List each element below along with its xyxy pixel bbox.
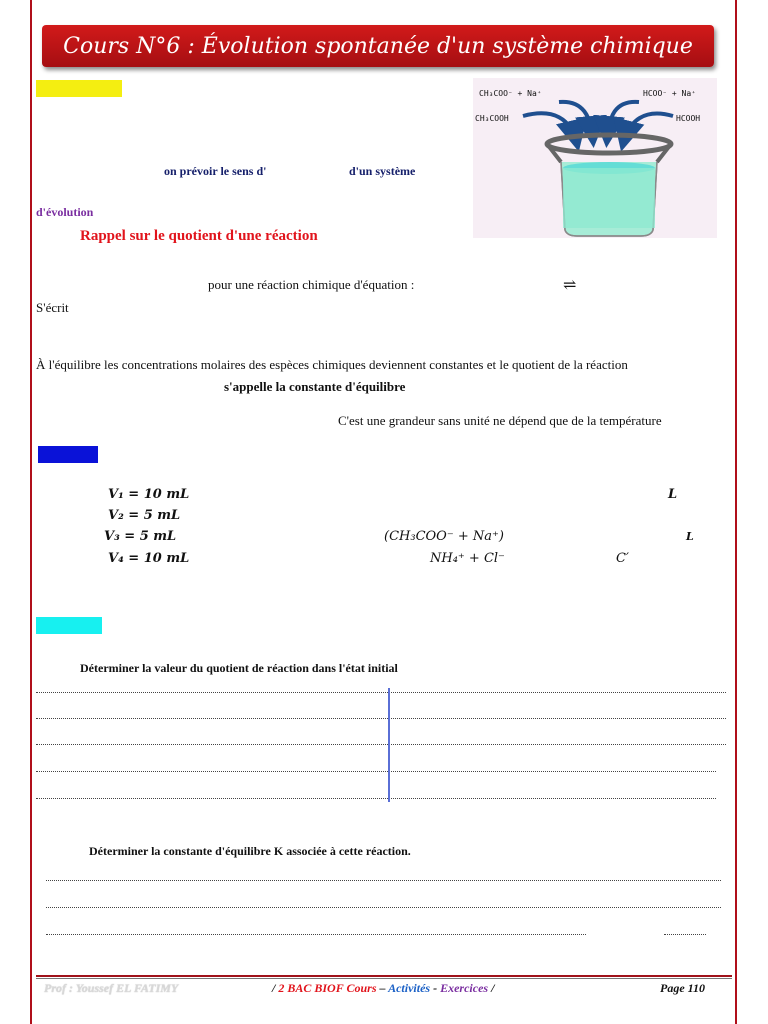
answer-line[interactable] [46,907,721,908]
footer-sep: – [376,981,389,995]
footer-program [272,981,494,996]
unit-L: L [686,530,694,543]
footer-slash: / [488,981,495,995]
page-border-right [735,0,737,1024]
equation-intro: pour une réaction chimique d'équation : [208,277,415,292]
footer-exercices: Exercices [440,981,489,995]
unit-note: C'est une grandeur sans unité ne dépend que de la température [338,413,662,428]
beaker-icon [473,78,717,238]
figure-label: HCOOH [676,114,701,123]
intro-question-part2: d'un système [349,164,416,178]
question-1: Déterminer la valeur du quotient de réaction dans l'état initial [80,661,398,675]
equilibrium-sentence: À l'équilibre les concentrations molaires des espèces chimiques deviennent constantes et le quotient de la réaction [36,357,628,372]
intro-question-part1: on prévoir le sens d' [164,164,267,178]
figure-label: HCOO⁻ + Na⁺ [643,89,696,98]
answer-line[interactable] [46,934,586,935]
highlight-yellow [36,80,122,97]
footer-rule [36,975,732,977]
answer-line[interactable] [46,880,721,881]
rappel-heading: Rappel sur le quotient d'une réaction [80,228,318,244]
volume-v3: V₃ = 5 mL [104,529,177,544]
constant-name: s'appelle la constante d'équilibre [224,379,406,394]
figure-label: CH₃COOH [475,114,509,123]
footer-level: 2 BAC BIOF [278,981,344,995]
answer-line[interactable] [664,934,706,935]
species-acetate: (CH₃COO⁻ + Na⁺) [384,529,504,544]
footer-rule-shadow [36,978,732,979]
footer-slash: / [272,981,279,995]
footer-sep: - [430,981,441,995]
page-border-left [30,0,32,1024]
answer-line[interactable] [36,771,716,772]
ecrit-text: S'écrit [36,300,69,315]
footer-author: Prof : Youssef EL FATIMY [44,981,179,995]
equilibrium-arrow: ⇌ [563,277,577,294]
page-number: Page 110 [660,981,705,995]
highlight-blue [38,446,98,463]
volume-v2: V₂ = 5 mL [108,508,181,523]
answer-line[interactable] [36,798,716,799]
volume-v1: V₁ = 10 mL [108,487,190,502]
answer-line[interactable] [36,744,726,745]
answer-line[interactable] [36,692,726,693]
species-ammonium: NH₄⁺ + Cl⁻ [430,551,505,566]
intro-evolution-word: d'évolution [36,205,94,219]
figure-label: CH₃COO⁻ + Na⁺ [479,89,542,98]
answer-line[interactable] [36,718,726,719]
column-divider [388,688,390,802]
footer-activites: Activités [388,981,431,995]
title-banner [42,25,714,67]
beaker-figure [473,78,717,238]
volume-v4: V₄ = 10 mL [108,551,190,566]
highlight-cyan [36,617,102,634]
unit-L: L [668,487,678,502]
concentration-symbol: C′ [616,551,629,566]
footer-cours: Cours [346,981,377,995]
page-title: Cours N°6 : Évolution spontanée d'un système chimique [63,33,693,59]
question-2: Déterminer la constante d'équilibre K associée à cette réaction. [89,844,411,858]
